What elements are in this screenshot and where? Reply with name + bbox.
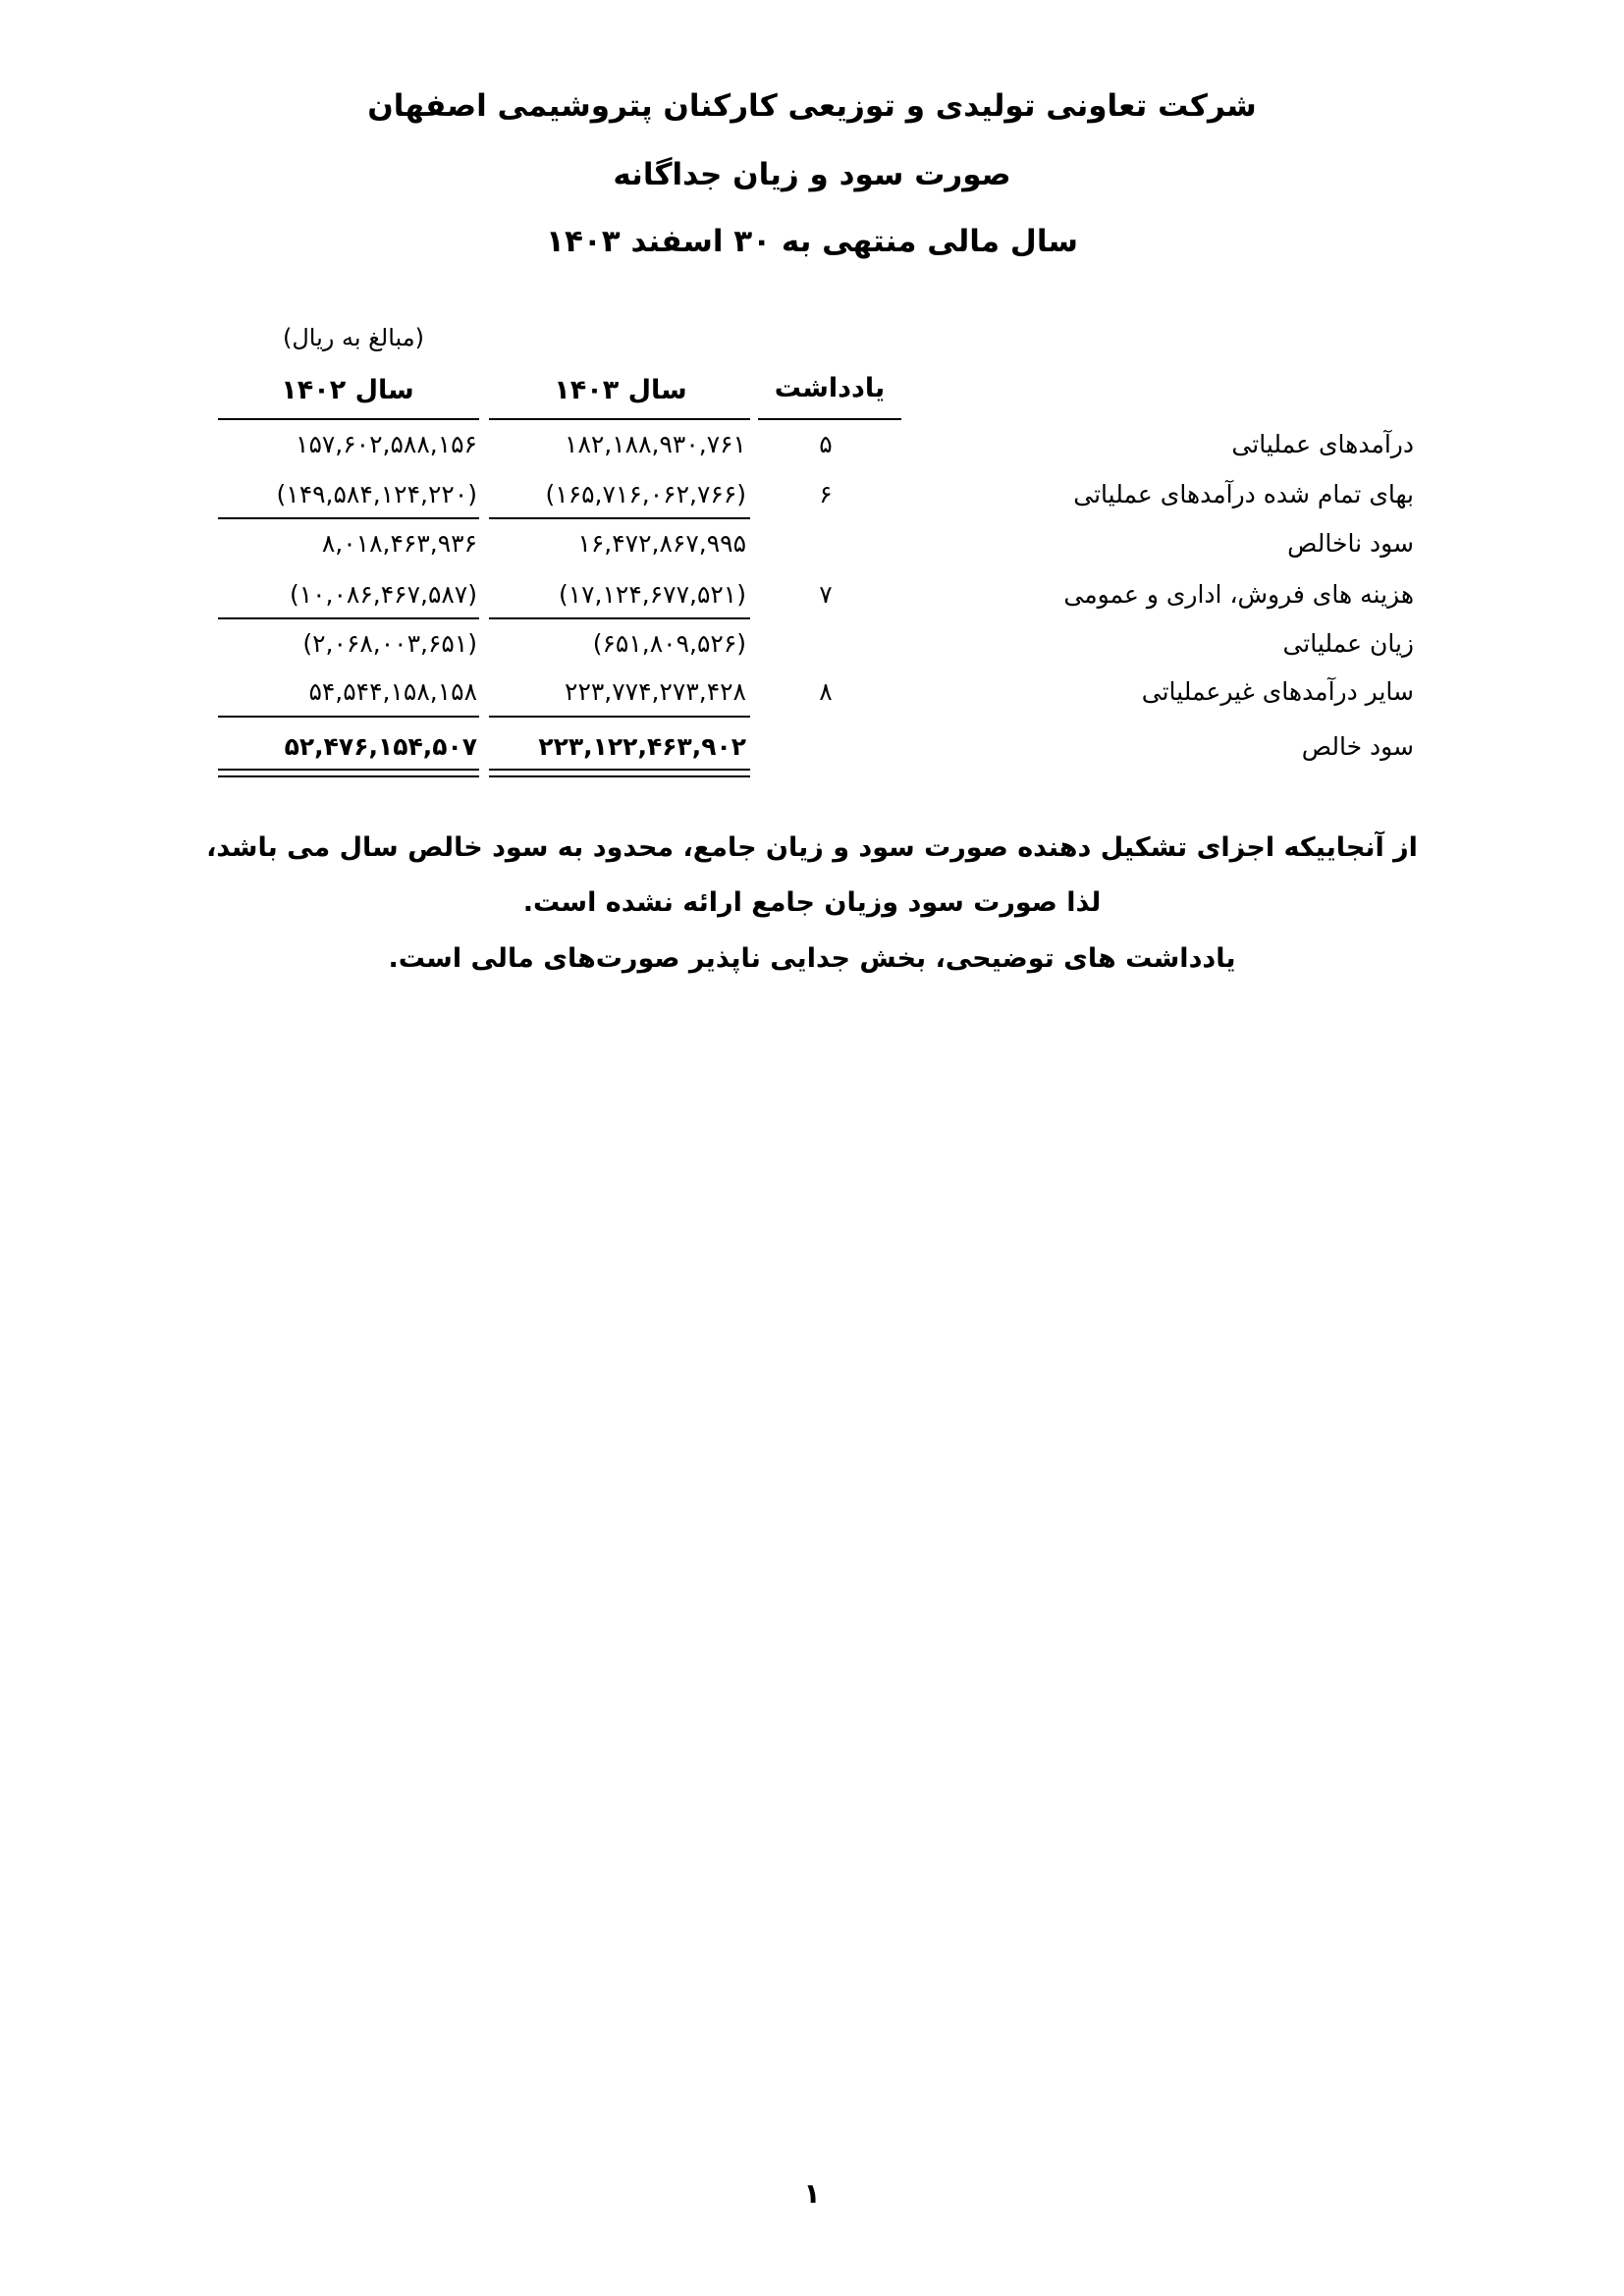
- table-row: [0, 621, 1624, 665]
- subtotal-rule-1403: [489, 517, 750, 519]
- year-1403-column-header: سال ۱۴۰۳: [554, 375, 687, 405]
- row-label: سود خالص: [1301, 732, 1414, 761]
- row-value-1402: (۲,۰۶۸,۰۰۳,۶۵۱): [302, 629, 477, 658]
- row-label: بهای تمام شده درآمدهای عملیاتی: [1073, 480, 1414, 508]
- unit-note: (مبالغ به ریال): [282, 324, 425, 351]
- table-row: [0, 472, 1624, 515]
- statement-title: صورت سود و زیان جداگانه: [613, 157, 1011, 192]
- total-rule-1403: [489, 716, 750, 718]
- footnote-line-3: یادداشت های توضیحی، بخش جدایی ناپذیر صورت‌های مالی است.: [388, 943, 1236, 974]
- row-note: ۸: [819, 677, 833, 706]
- row-value-1402: (۱۰,۰۸۶,۴۶۷,۵۸۷): [289, 580, 477, 609]
- header-rule-1403: [489, 418, 750, 420]
- year-1402-column-header: سال ۱۴۰۲: [281, 375, 414, 405]
- subtotal-rule-1402: [218, 617, 479, 619]
- row-value-1402: ۸,۰۱۸,۴۶۳,۹۳۶: [321, 529, 477, 558]
- footnote-line-1: از آنجاییکه اجزای تشکیل دهنده صورت سود و زیان جامع، محدود به سود خالص سال می باشد،: [206, 832, 1418, 863]
- row-label: سایر درآمدهای غیرعملیاتی: [1141, 677, 1414, 706]
- row-label: سود ناخالص: [1287, 529, 1414, 558]
- table-row: [0, 521, 1624, 564]
- row-note: ۶: [819, 480, 833, 508]
- row-label: هزینه های فروش، اداری و عمومی: [1063, 580, 1414, 609]
- note-column-header: یادداشت: [774, 373, 886, 403]
- row-value-1402: (۱۴۹,۵۸۴,۱۲۴,۲۲۰): [276, 480, 477, 508]
- footnote-line-2: لذا صورت سود وزیان جامع ارائه نشده است.: [522, 887, 1102, 918]
- row-label: درآمدهای عملیاتی: [1231, 430, 1414, 458]
- double-underline-1402: [218, 769, 479, 777]
- double-underline-1403: [489, 769, 750, 777]
- header-rule-note: [758, 418, 901, 420]
- table-row: [0, 572, 1624, 615]
- row-value-1403: ۱۸۲,۱۸۸,۹۳۰,۷۶۱: [565, 430, 746, 458]
- subtotal-rule-1402: [218, 517, 479, 519]
- company-title: شرکت تعاونی تولیدی و توزیعی کارکنان پتروشیمی اصفهان: [367, 88, 1257, 124]
- row-value-1402: ۵۴,۵۴۴,۱۵۸,۱۵۸: [308, 677, 477, 706]
- row-value-1403: (۱۷,۱۲۴,۶۷۷,۵۲۱): [558, 580, 746, 609]
- row-value-1403: (۱۶۵,۷۱۶,۰۶۲,۷۶۶): [545, 480, 746, 508]
- row-label: زیان عملیاتی: [1282, 629, 1414, 658]
- subtotal-rule-1403: [489, 617, 750, 619]
- table-row: [0, 724, 1624, 768]
- row-value-1402: ۱۵۷,۶۰۲,۵۸۸,۱۵۶: [296, 430, 477, 458]
- header-rule-1402: [218, 418, 479, 420]
- table-row: [0, 669, 1624, 713]
- row-note: ۷: [819, 580, 833, 609]
- row-value-1403: ۲۲۳,۷۷۴,۲۷۳,۴۲۸: [565, 677, 746, 706]
- period-title: سال مالی منتهی به ۳۰ اسفند ۱۴۰۳: [546, 224, 1078, 259]
- row-value-1403: ۲۲۳,۱۲۲,۴۶۳,۹۰۲: [538, 732, 746, 761]
- row-value-1403: (۶۵۱,۸۰۹,۵۲۶): [592, 629, 746, 658]
- table-row: [0, 422, 1624, 465]
- row-note: ۵: [819, 430, 833, 458]
- row-value-1403: ۱۶,۴۷۲,۸۶۷,۹۹۵: [577, 529, 746, 558]
- total-rule-1402: [218, 716, 479, 718]
- row-value-1402: ۵۲,۴۷۶,۱۵۴,۵۰۷: [284, 732, 477, 761]
- page-number: ۱: [803, 2177, 821, 2210]
